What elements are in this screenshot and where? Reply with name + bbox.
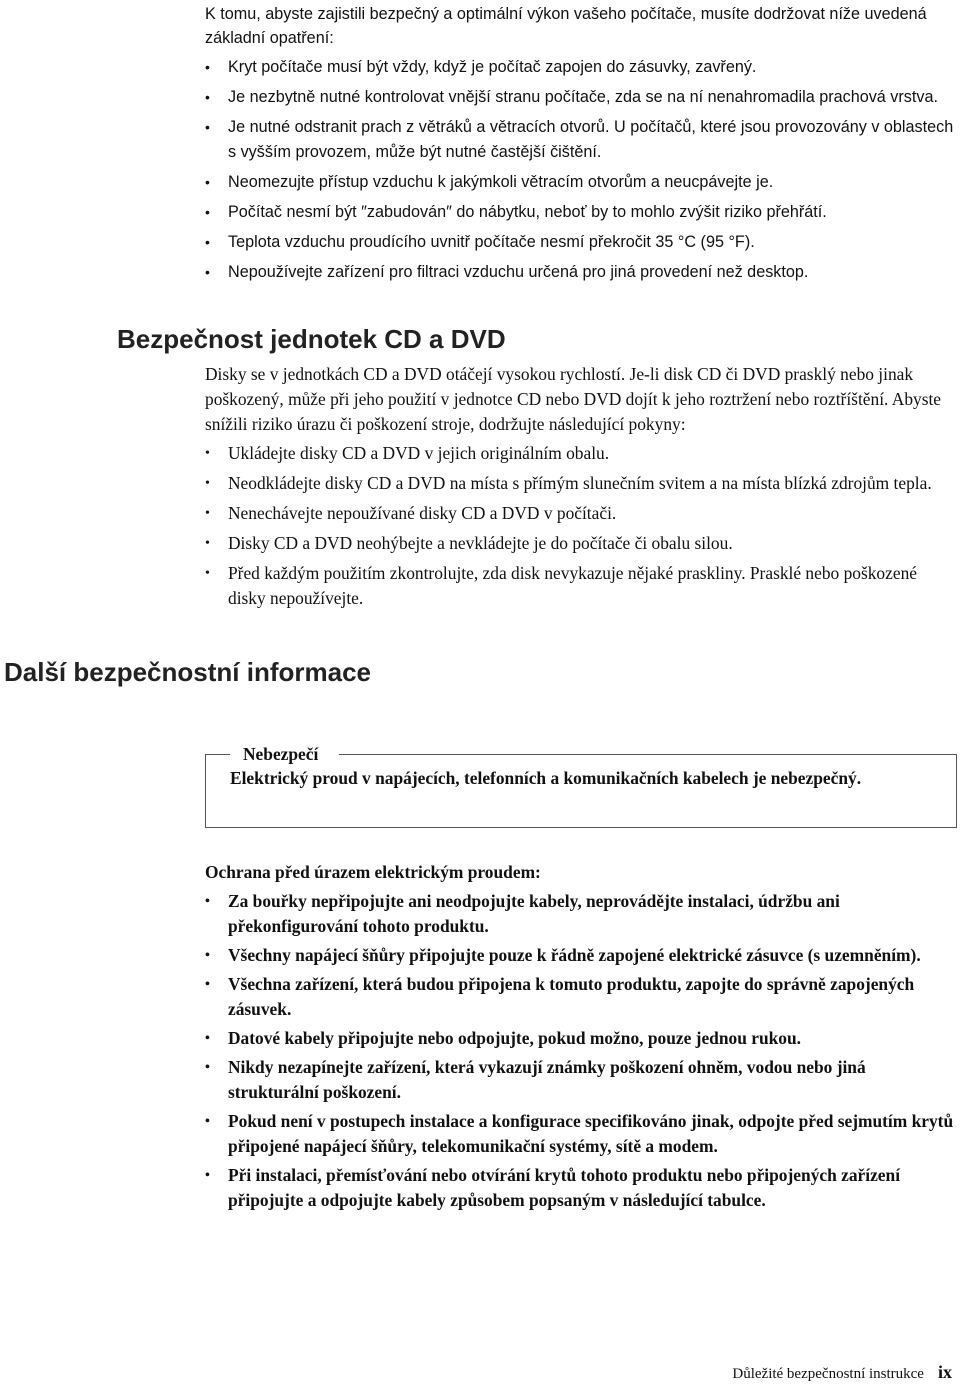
list-item: • Disky CD a DVD neohýbejte a nevkládejte je do počítače či obalu silou. [205,531,957,556]
electric-protection-section [205,860,957,1213]
protection-list [205,889,957,1213]
list-item: • Datové kabely připojujte nebo odpojujte, pokud možno, pouze jednou rukou. [205,1026,957,1051]
list-item: • Počítač nesmí být ″zabudován″ do nábytku, neboť by to mohlo zvýšit riziko přehřátí. [205,200,957,225]
bullet-icon: • [205,1060,210,1075]
danger-text: Elektrický proud v napájecích, telefonních a komunikačních kabelech je nebezpečný. [230,768,862,788]
list-item: • Pokud není v postupech instalace a konfigurace specifikováno jinak, odpojte před sejmutím krytů připojené napájecí šňůry, telekomunikační systémy, sítě a modem. [205,1111,954,1156]
list-item: • Neodkládejte disky CD a DVD na místa s přímým slunečním svitem a na místa blízká zdrojům tepla. [205,471,957,496]
page-footer [732,1362,952,1384]
bullet-icon: • [205,89,210,105]
list-item: • Nepoužívejte zařízení pro filtraci vzduchu určená pro jiná provedení než desktop. [205,260,957,285]
page-number: ix [937,1362,952,1382]
bullet-icon: • [205,566,210,581]
list-item: • Neomezujte přístup vzduchu k jakýmkoli větracím otvorům a neucpávejte je. [205,170,957,195]
divider [205,754,230,755]
list-item: • Kryt počítače musí být vždy, když je počítač zapojen do zásuvky, zavřený. [205,55,957,80]
bullet-icon: • [205,977,210,992]
bullet-icon: • [205,894,210,909]
ventilation-section [205,2,957,285]
bullet-icon: • [205,264,210,280]
list-item: • Při instalaci, přemísťování nebo otvírání krytů tohoto produktu nebo připojených zařízení připojujte a odpojujte kabely způsobem popsaným v následující tabulce. [205,1165,901,1210]
cd-dvd-list [205,441,957,611]
list-item: • Všechny napájecí šňůry připojujte pouze k řádně zapojené elektrické zásuvce (s uzemněním). [205,943,957,968]
bullet-icon: • [205,506,210,521]
list-item: • Všechna zařízení, která budou připojena k tomuto produktu, zapojte do správně zapojených zásuvek. [205,974,915,1019]
list-item: • Nikdy nezapínejte zařízení, která vykazují známky poškození ohněm, vodou nebo jiná strukturální poškození. [205,1057,866,1102]
footer-title: Důležité bezpečnostní instrukce [732,1366,924,1382]
bullet-icon: • [205,234,210,250]
danger-notice [205,744,957,828]
bullet-icon: • [205,174,210,190]
cd-dvd-section [205,362,957,611]
bullet-icon: • [205,446,210,461]
bullet-icon: • [205,948,210,963]
ventilation-intro: K tomu, abyste zajistili bezpečný a optimální výkon vašeho počítače, musíte dodržovat níže uvedená základní opatření: [205,5,927,47]
bullet-icon: • [205,204,210,220]
cd-dvd-heading: Bezpečnost jednotek CD a DVD [117,324,506,354]
ventilation-list [205,55,957,285]
bullet-icon: • [205,1114,210,1129]
bullet-icon: • [205,536,210,551]
list-item: • Za bouřky nepřipojujte ani neodpojujte kabely, neprovádějte instalaci, údržbu ani překonfigurování tohoto produktu. [205,891,840,936]
list-item: • Nenechávejte nepoužívané disky CD a DVD v počítači. [205,501,957,526]
list-item: • Je nezbytně nutné kontrolovat vnější stranu počítače, zda se na ní nenahromadila prachová vrstva. [205,85,957,110]
bullet-icon: • [205,476,210,491]
divider [339,754,957,755]
list-item: • Teplota vzduchu proudícího uvnitř počítače nesmí překročit 35 °C (95 °F). [205,230,957,255]
cd-dvd-intro: Disky se v jednotkách CD a DVD otáčejí vysokou rychlostí. Je-li disk CD či DVD prasklý nebo jinak poškozený, může při jeho použití v jednotce CD nebo DVD dojít k jeho roztržení nebo roztříštění. Abyste snížili riziko úrazu či poškození stroje, dodržujte následující pokyny: [205,364,942,434]
danger-title: Nebezpečí [239,742,322,766]
list-item: • Před každým použitím zkontrolujte, zda disk nevykazuje nějaké praskliny. Prasklé nebo poškozené disky nepoužívejte. [205,563,917,608]
bullet-icon: • [205,1168,210,1183]
other-safety-heading: Další bezpečnostní informace [4,657,371,687]
list-item: • Ukládejte disky CD a DVD v jejich originálním obalu. [205,441,957,466]
bullet-icon: • [205,119,210,135]
bullet-icon: • [205,59,210,75]
list-item: • Je nutné odstranit prach z větráků a větracích otvorů. U počítačů, které jsou provozovány v oblastech s vyšším provozem, může být nutné častější čištění. [205,115,957,165]
protection-heading: Ochrana před úrazem elektrickým proudem: [205,862,541,882]
bullet-icon: • [205,1031,210,1046]
